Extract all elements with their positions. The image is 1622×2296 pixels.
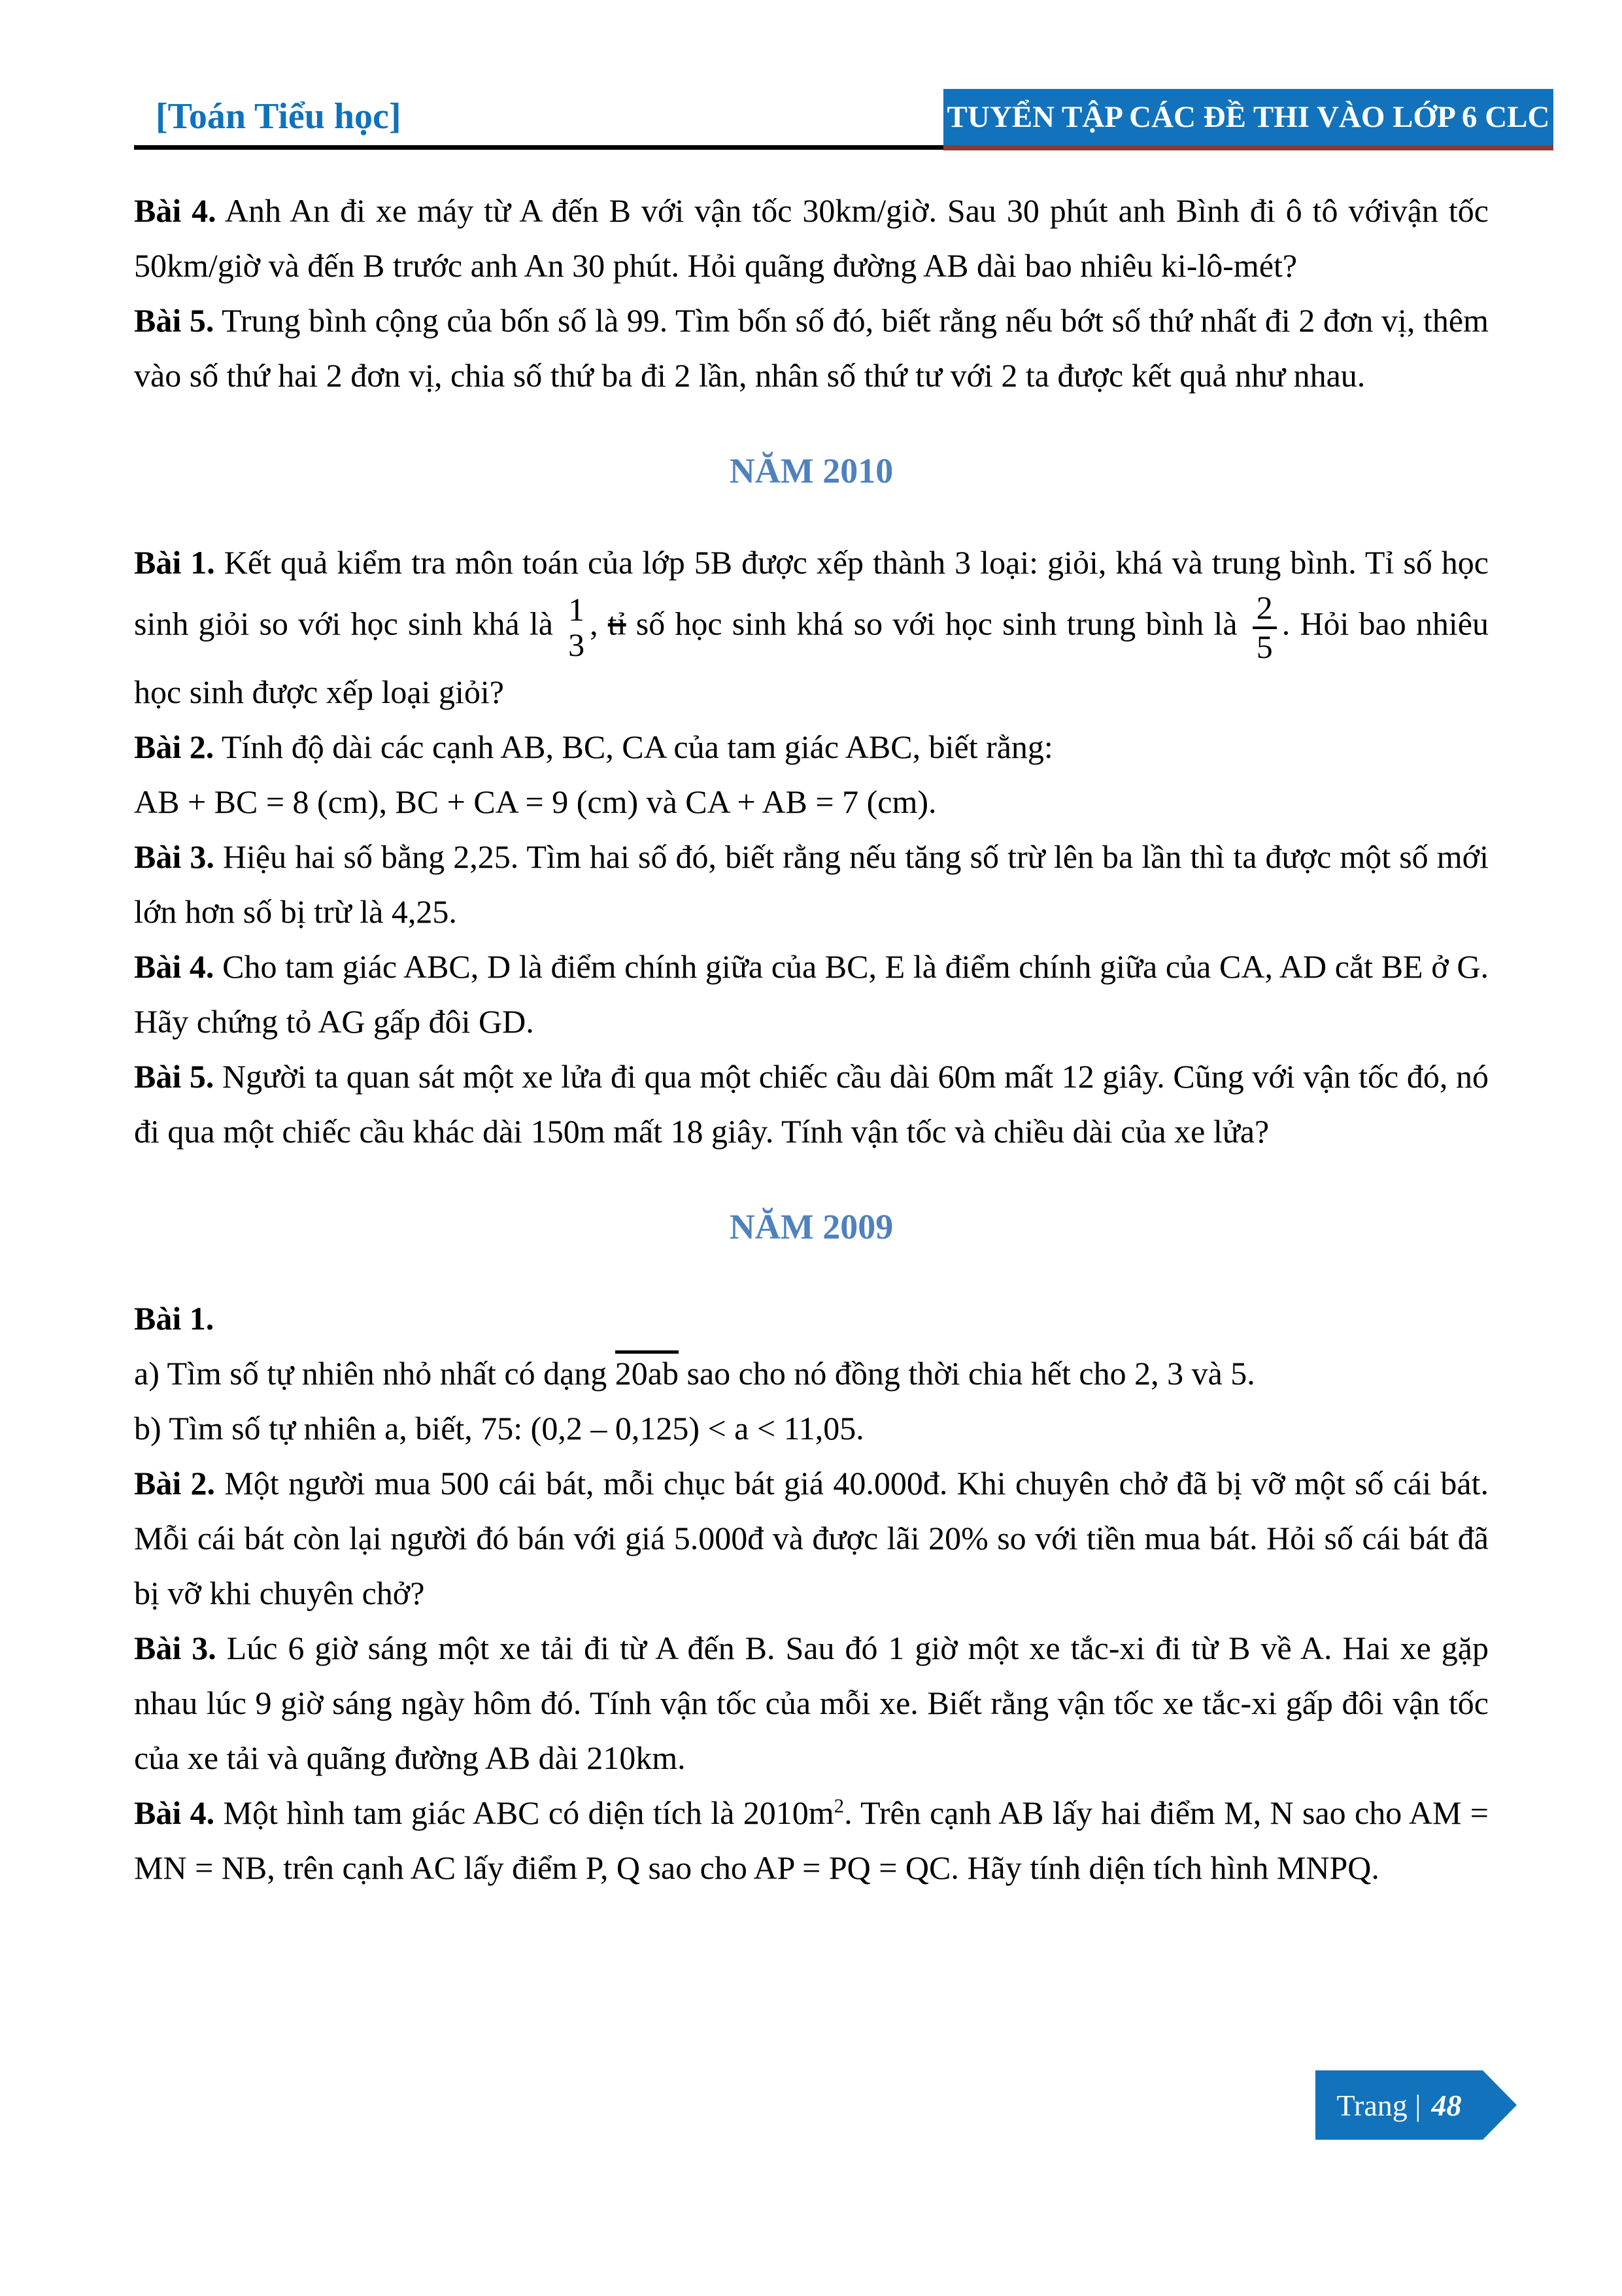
fraction-one-third xyxy=(568,592,584,662)
problem-label: Bài 4. xyxy=(134,1794,215,1831)
fraction-denominator: 5 xyxy=(1256,628,1273,665)
page-number-label: Trang | xyxy=(1336,2088,1421,2122)
problem-bai1-2010 xyxy=(134,535,1489,719)
problem-text: , xyxy=(590,605,608,642)
header-banner xyxy=(943,89,1553,145)
problem-label: Bài 3. xyxy=(134,1630,216,1666)
problem-text: Anh An đi xe máy từ A đến B với vận tốc 30km/giờ. Sau 30 phút anh Bình đi ô tô vớivận tốc 50km/giờ và đến B trước anh An 30 phút. Hỏi quãng đường AB dài bao nhiêu ki-lô-mét? xyxy=(134,192,1489,284)
struck-word: tỉ xyxy=(607,605,626,642)
page-number-box xyxy=(1315,2070,1483,2140)
problem-text: a) Tìm số tự nhiên nhỏ nhất có dạng xyxy=(134,1355,615,1392)
problem-text: . Hỏi bao nhiêu học sinh được xếp loại giỏi? xyxy=(134,605,1489,710)
problem-label: Bài 1. xyxy=(134,1300,214,1337)
page-content xyxy=(134,183,1489,1895)
section-heading-2010: NĂM 2010 xyxy=(729,451,894,490)
fraction-denominator: 3 xyxy=(568,626,585,663)
problem-bai1-2009-item-a xyxy=(134,1346,1489,1401)
problem-bai3-2010 xyxy=(134,829,1489,939)
fraction-two-fifths xyxy=(1253,590,1277,664)
problem-bai4-2010 xyxy=(134,939,1489,1049)
problem-bai4-2009 xyxy=(134,1785,1489,1895)
problem-text: Cho tam giác ABC, D là điểm chính giữa của BC, E là điểm chính giữa của CA, AD cắt BE ở G. Hãy chứng tỏ AG gấp đôi GD. xyxy=(134,948,1489,1040)
problem-label: Bài 2. xyxy=(134,1465,216,1501)
problem-bai2-2009 xyxy=(134,1456,1489,1620)
header-brand: [Toán Tiểu học] xyxy=(156,96,401,137)
problem-label: Bài 2. xyxy=(134,728,214,765)
overlined-number: 20ab xyxy=(615,1350,679,1393)
problem-bai5-intro xyxy=(134,293,1489,403)
problem-text: sao cho nó đồng thời chia hết cho 2, 3 và 5. xyxy=(678,1355,1255,1392)
equation-line: AB + BC = 8 (cm), BC + CA = 9 (cm) và CA + AB = 7 (cm). xyxy=(134,783,937,820)
problem-label: Bài 3. xyxy=(134,838,214,875)
problem-bai5-2010 xyxy=(134,1049,1489,1159)
problem-text: Một người mua 500 cái bát, mỗi chục bát giá 40.000đ. Khi chuyên chở đã bị vỡ một số cái bát. Mỗi cái bát còn lại người đó bán với giá 5.000đ và được lãi 20% so với tiền mua bát. Hỏi số cái bát đã bị vỡ khi chuyên chở? xyxy=(134,1465,1489,1611)
problem-text: số học sinh khá so với học sinh trung bình là xyxy=(626,605,1247,642)
header-banner-title: TUYỂN TẬP CÁC ĐỀ THI VÀO LỚP 6 CLC xyxy=(947,100,1550,134)
problem-text: Người ta quan sát một xe lửa đi qua một chiếc cầu dài 60m mất 12 giây. Cũng với vận tốc đó, nó đi qua một chiếc cầu khác dài 150m mất 18 giây. Tính vận tốc và chiều dài của xe lửa? xyxy=(134,1058,1489,1150)
page-number-tab xyxy=(1315,2070,1517,2140)
problem-label: Bài 4. xyxy=(134,948,214,985)
page-number-value: 48 xyxy=(1431,2088,1462,2122)
problem-text: Hiệu hai số bằng 2,25. Tìm hai số đó, biết rằng nếu tăng số trừ lên ba lần thì ta được một số mới lớn hơn số bị trừ là 4,25. xyxy=(134,838,1489,930)
problem-bai4-intro xyxy=(134,183,1489,293)
problem-bai3-2009 xyxy=(134,1620,1489,1785)
problem-label: Bài 4. xyxy=(134,192,216,229)
problem-bai1-2009-label xyxy=(134,1291,1489,1346)
section-heading-2009: NĂM 2009 xyxy=(729,1207,894,1246)
problem-label: Bài 1. xyxy=(134,544,215,581)
superscript-exponent: 2 xyxy=(834,1794,845,1817)
fraction-numerator: 2 xyxy=(1253,590,1277,629)
problem-text: Trung bình cộng của bốn số là 99. Tìm bốn số đó, biết rằng nếu bớt số thứ nhất đi 2 đơn vị, thêm vào số thứ hai 2 đơn vị, chia số thứ ba đi 2 lần, nhân số thứ tư với 2 ta được kết quả như nhau. xyxy=(134,302,1489,394)
header-rule-black xyxy=(134,145,943,150)
problem-label: Bài 5. xyxy=(134,302,214,339)
fraction-numerator: 1 xyxy=(568,591,585,628)
problem-text: Lúc 6 giờ sáng một xe tải đi từ A đến B. Sau đó 1 giờ một xe tắc-xi đi từ B về A. Hai xe gặp nhau lúc 9 giờ sáng ngày hôm đó. Tính vận tốc của mỗi xe. Biết rằng vận tốc xe tắc-xi gấp đôi vận tốc của xe tải và quãng đường AB dài 210km. xyxy=(134,1630,1489,1776)
header-rule-red xyxy=(943,145,1553,150)
problem-text: Kết quả kiểm tra môn toán của lớp 5B được xếp thành 3 loại: giỏi, khá và trung bình. Tỉ số học sinh giỏi so với học sinh khá là xyxy=(134,544,1489,642)
page-number-arrow-icon xyxy=(1483,2070,1517,2140)
problem-label: Bài 5. xyxy=(134,1058,214,1095)
problem-text: Tính độ dài các cạnh AB, BC, CA của tam giác ABC, biết rằng: xyxy=(214,728,1053,765)
problem-bai1-2009-item-b: b) Tìm số tự nhiên a, biết, 75: (0,2 – 0,125) < a < 11,05. xyxy=(134,1410,864,1447)
problem-text: Một hình tam giác ABC có diện tích là 2010m xyxy=(214,1794,834,1831)
problem-bai2-2010 xyxy=(134,719,1489,774)
problem-text: . Trên cạnh AB lấy hai điểm M, N sao cho AM = MN = NB, trên cạnh AC lấy điểm P, Q sao cho AP = PQ = QC. Hãy tính diện tích hình MNPQ. xyxy=(134,1794,1489,1886)
